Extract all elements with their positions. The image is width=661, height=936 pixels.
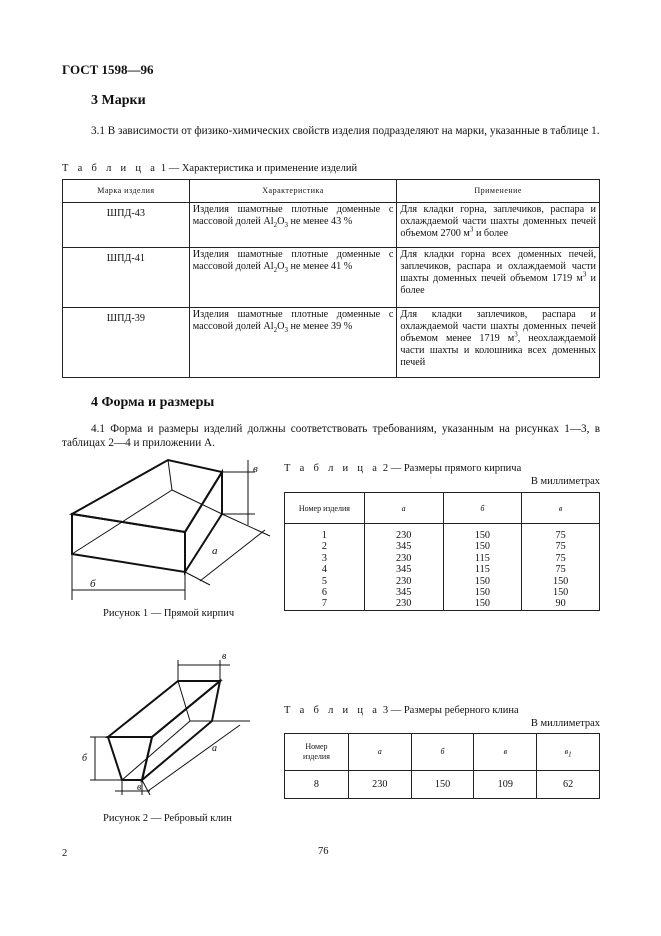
standard-number: ГОСТ 1598—96	[62, 62, 154, 77]
figure-2-wedge-drawing	[80, 645, 255, 800]
table-2-label: Т а б л и ц а	[284, 463, 381, 474]
table-row	[63, 203, 600, 248]
dimension-label-a: а	[212, 743, 217, 754]
dimension-label-b: б	[90, 578, 96, 590]
table-2-units: В миллиметрах	[530, 476, 600, 487]
table-3	[284, 733, 600, 799]
section-3-paragraph: 3.1 В зависимости от физико-химических свойств изделия подразделяют на марки, указанные в таблице 1.	[91, 125, 600, 137]
application-cell: Для кладки горна всех доменных печей, заплечиков, распара и охлаждаемой части шахты доменных печей объемом 1719 $м^3$ и более	[397, 248, 600, 308]
column-header: Применение	[397, 180, 600, 203]
figure-2-caption: Рисунок 2 — Ребровый клин	[103, 813, 232, 824]
table-2-title: 2 — Размеры прямого кирпича	[382, 463, 522, 474]
application-cell: Для кладки заплечиков, распара и охлаждаемой части шахты доменных печей объемом менее 1719 $м^3$, неохлаждаемой части шахты и колошника всех доменных печей	[397, 308, 600, 378]
figure-1-caption: Рисунок 1 — Прямой кирпич	[103, 608, 235, 619]
dimension-label-c: в	[222, 651, 227, 662]
column-header: Номер изделия	[285, 493, 365, 524]
column-header: б	[443, 493, 522, 524]
characteristic-cell: Изделия шамотные плотные доменные с массовой долей $Al_2O_3$ не менее 39 %	[189, 308, 397, 378]
table-1-title: 1 — Характеристика и применение изделий	[160, 163, 358, 174]
column-header: в	[474, 734, 537, 771]
table-header-row	[285, 734, 600, 771]
table-cell: 230	[348, 771, 411, 799]
wedge-outline	[108, 681, 220, 780]
figure-1-brick-drawing	[60, 450, 275, 600]
column-header: Характеристика	[189, 180, 397, 203]
column-header: а	[364, 493, 443, 524]
column-a-values: 230 345 230 345 230 345 230	[364, 524, 443, 611]
table-3-title: 3 — Размеры реберного клина	[382, 705, 519, 716]
grade-cell: ШПД-41	[63, 248, 190, 308]
column-header: Марка изделия	[63, 180, 190, 203]
table-3-units: В миллиметрах	[530, 718, 600, 729]
table-row	[63, 308, 600, 378]
table-2	[284, 492, 600, 611]
section-3-title: 3 Марки	[91, 93, 146, 108]
grade-cell: ШПД-43	[63, 203, 190, 248]
table-3-label: Т а б л и ц а	[284, 705, 381, 716]
column-header: $в_1$	[537, 734, 600, 771]
table-cell: 8	[285, 771, 349, 799]
table-cell: 150	[411, 771, 474, 799]
table-3-caption	[284, 705, 519, 716]
grade-cell: ШПД-39	[63, 308, 190, 378]
table-cell: 62	[537, 771, 600, 799]
table-row	[285, 524, 600, 611]
column-header: а	[348, 734, 411, 771]
table-header-row	[285, 493, 600, 524]
characteristic-cell: Изделия шамотные плотные доменные с массовой долей $Al_2O_3$ не менее 41 %	[189, 248, 397, 308]
table-2-caption	[284, 463, 521, 474]
section-4-paragraph: 4.1 Форма и размеры изделий должны соответствовать требованиям, указанным на рисунках 1—3, в таблицах 2—4 и приложении А.	[62, 423, 600, 449]
column-b-values: 150 150 115 115 150 150 150	[443, 524, 522, 611]
column-header: в	[522, 493, 600, 524]
dimension-label-a: а	[212, 545, 218, 557]
page-number-left: 2	[62, 848, 68, 859]
table-header-row	[63, 180, 600, 203]
table-cell: 109	[474, 771, 537, 799]
page-number-center: 76	[318, 846, 329, 857]
column-number-values: 1 2 3 4 5 6 7	[285, 524, 365, 611]
table-row	[63, 248, 600, 308]
dimension-label-c1: в	[137, 782, 142, 793]
characteristic-cell: Изделия шамотные плотные доменные с массовой долей $Al_2O_3$ не менее 43 %	[189, 203, 397, 248]
wedge-hidden-edges	[122, 681, 212, 780]
dimension-lines	[90, 660, 250, 795]
column-header: Номер изделия	[285, 734, 349, 771]
section-4-title: 4 Форма и размеры	[91, 395, 215, 410]
table-1-caption	[62, 163, 357, 174]
column-header: б	[411, 734, 474, 771]
brick-outline	[72, 460, 222, 572]
table-1	[62, 179, 600, 378]
column-c-values: 75 75 75 75 150 150 90	[522, 524, 600, 611]
table-1-label: Т а б л и ц а	[62, 163, 159, 174]
dimension-label-b: б	[82, 753, 88, 764]
application-cell: Для кладки горна, заплечиков, распара и охлаждаемой части шахты доменных печей объемом 2700 $м^3$ и более	[397, 203, 600, 248]
table-row	[285, 771, 600, 799]
dimension-label-c: в	[253, 463, 258, 475]
